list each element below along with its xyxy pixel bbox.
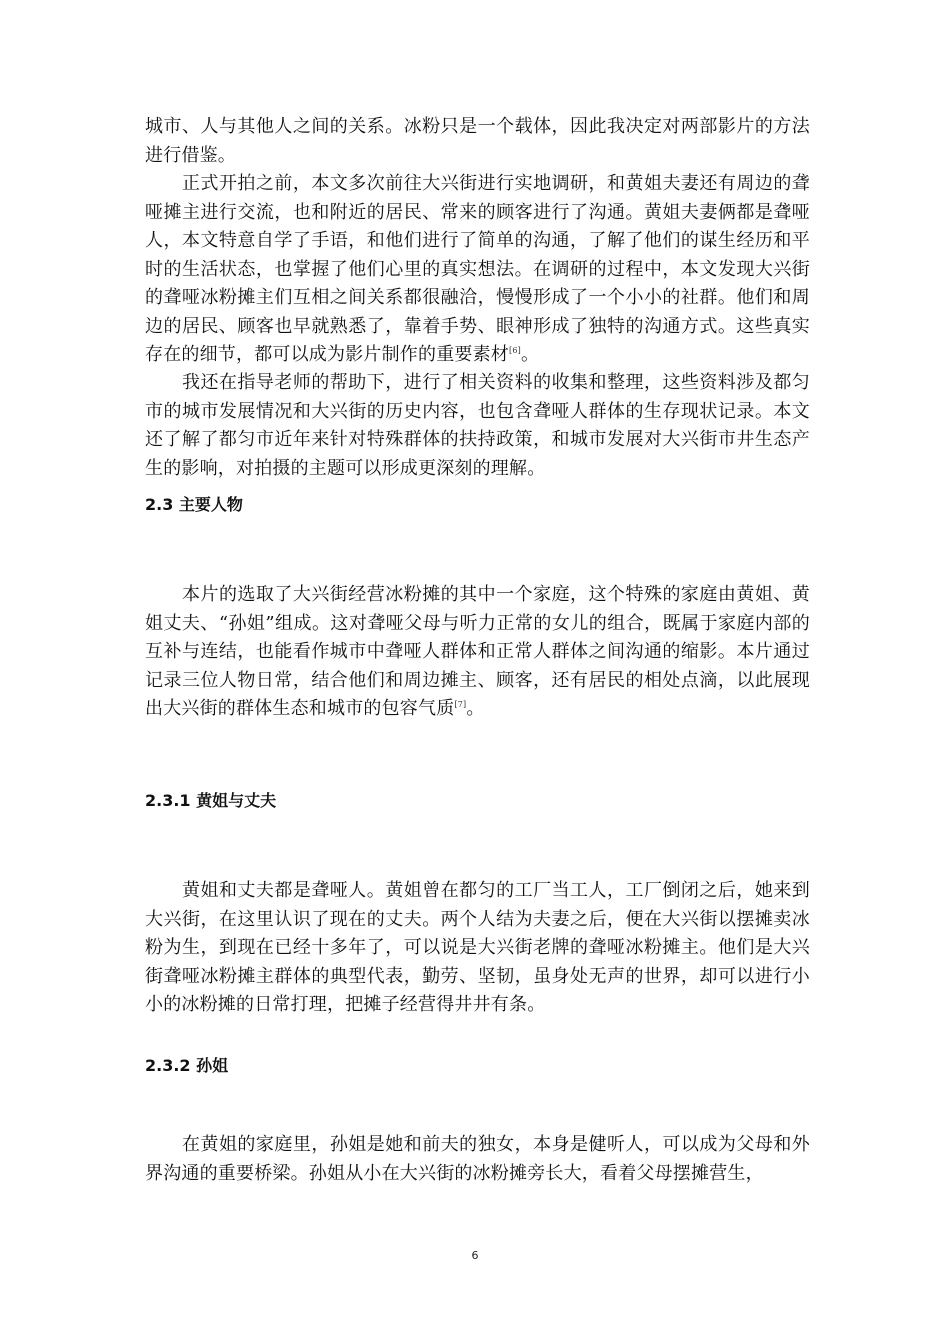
page-number: 6: [471, 1249, 479, 1262]
section-heading: 2.3 主要人物: [145, 495, 243, 514]
paragraph-sun: [145, 1131, 810, 1188]
paragraph-field-research: [145, 170, 810, 370]
paragraph-text: 在黄姐的家庭里，孙姐是她和前夫的独女，本身是健听人，可以成为父母和外界沟通的重要桥梁。孙姐从小在大兴街的冰粉摊旁长大，看着父母摆摊营生，: [145, 1134, 810, 1184]
subsection-heading: 2.3.1 黄姐与丈夫: [145, 791, 277, 810]
paragraph-text: 我还在指导老师的帮助下，进行了相关资料的收集和整理，这些资料涉及都匀市的城市发展情况和大兴街的历史内容，也包含聋哑人群体的生存现状记录。本文还了解了都匀市近年来针对特殊群体的扶持政策，和城市发展对大兴街市井生态产生的影响，对拍摄的主题可以形成更深刻的理解。: [145, 372, 810, 479]
paragraph-end: 。: [466, 698, 485, 719]
paragraph-text: 本片的选取了大兴街经营冰粉摊的其中一个家庭，这个特殊的家庭由黄姐、黄姐丈夫、“孙姐”组成。这对聋哑父母与听力正常的女儿的组合，既属于家庭内部的互补与连结，也能看作城市中聋哑人群体和正常人群体之间沟通的缩影。本片通过记录三位人物日常，结合他们和周边摊主、顾客，还有居民的相处点滴，以此展现出大兴街的群体生态和城市的包容气质: [145, 584, 810, 719]
citation-ref: [7]: [454, 700, 467, 709]
subsection-heading: 2.3.2 孙姐: [145, 1056, 229, 1075]
citation-ref: [6]: [509, 346, 521, 355]
paragraph-materials: [145, 369, 810, 483]
paragraph-end: 。: [520, 344, 540, 365]
paragraph-intro-continuation: [145, 113, 810, 170]
paragraph-text: 黄姐和丈夫都是聋哑人。黄姐曾在都匀的工厂当工人，工厂倒闭之后，她来到大兴街，在这里认识了现在的丈夫。两个人结为夫妻之后，便在大兴街以摆摊卖冰粉为生，到现在已经十多年了，可以说是大兴街老牌的聋哑冰粉摊主。他们是大兴街聋哑冰粉摊主群体的典型代表，勤劳、坚韧，虽身处无声的世界，却可以进行小小的冰粉摊的日常打理，把摊子经营得井井有条。: [145, 880, 810, 1015]
paragraph-huang-and-husband: [145, 877, 810, 1020]
paragraph-main-characters: [145, 581, 810, 724]
paragraph-text: 正式开拍之前，本文多次前往大兴街进行实地调研，和黄姐夫妻还有周边的聋哑摊主进行交流，也和附近的居民、常来的顾客进行了沟通。黄姐夫妻俩都是聋哑人，本文特意自学了手语，和他们进行了简单的沟通，了解了他们的谋生经历和平时的生活状态，也掌握了他们心里的真实想法。在调研的过程中，本文发现大兴街的聋哑冰粉摊主们互相之间关系都很融洽，慢慢形成了一个小小的社群。他们和周边的居民、顾客也早就熟悉了，靠着手势、眼神形成了独特的沟通方式。这些真实存在的细节，都可以成为影片制作的重要素材: [145, 173, 810, 365]
paragraph-text: 城市、人与其他人之间的关系。冰粉只是一个载体，因此我决定对两部影片的方法进行借鉴。: [145, 116, 810, 166]
